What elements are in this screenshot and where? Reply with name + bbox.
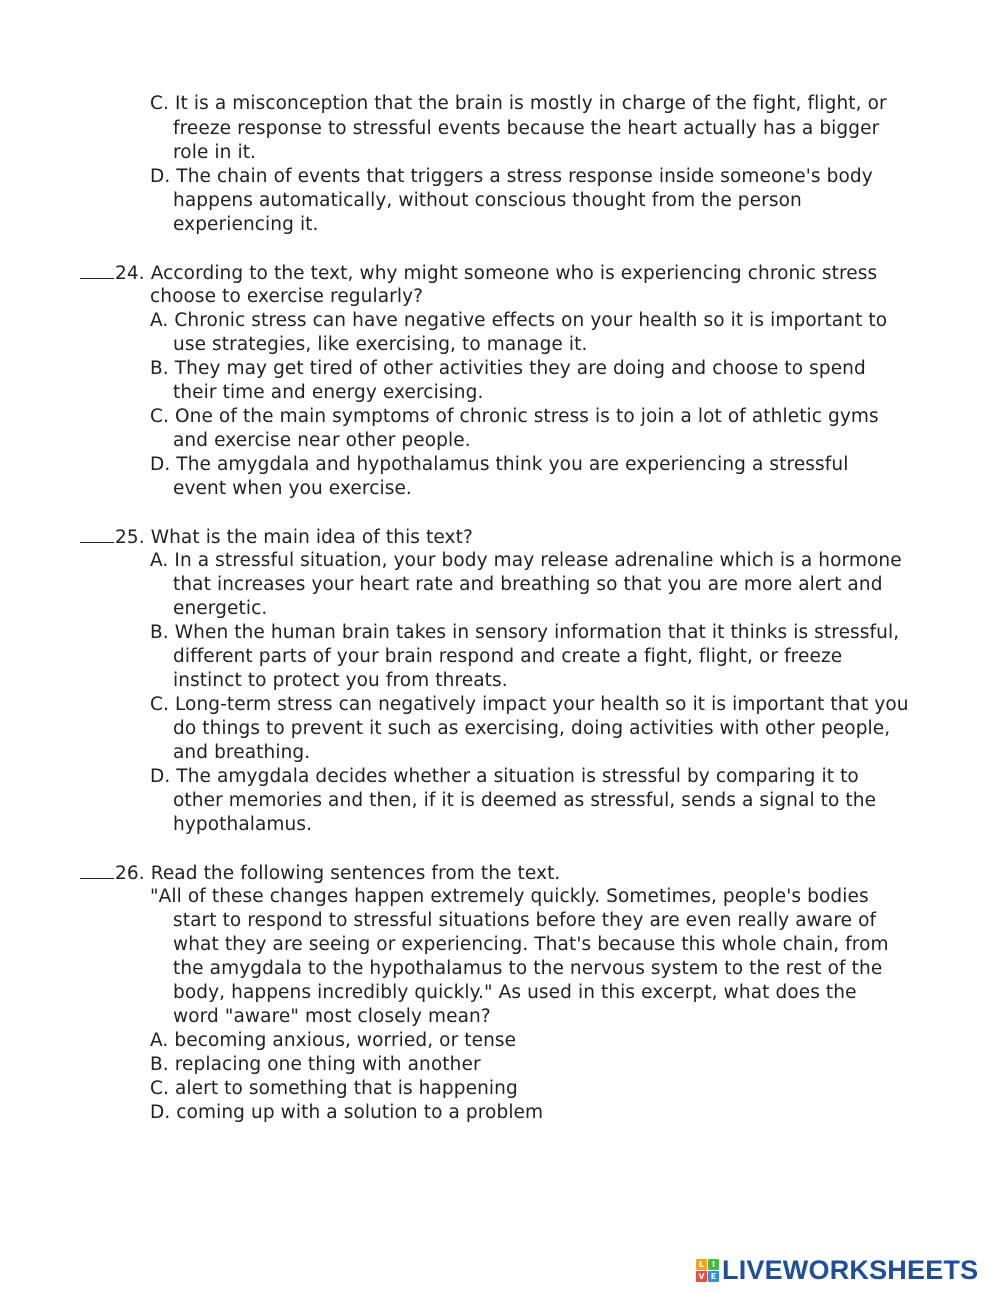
q25-option-c-line-3: and breathing. xyxy=(173,742,311,763)
q23-option-d-line-2: happens automatically, without conscious thought from the person xyxy=(173,190,802,211)
question-24-text-line-2: choose to exercise regularly? xyxy=(150,286,424,307)
q25-option-b-line-2: different parts of your brain respond and create a fight, flight, or freeze xyxy=(173,646,843,667)
q26-option-d: D. coming up with a solution to a problem xyxy=(150,1102,544,1123)
q24-option-c-line-1: C. One of the main symptoms of chronic stress is to join a lot of athletic gyms xyxy=(150,406,879,427)
q24-option-b-line-2: their time and energy exercising. xyxy=(173,382,484,403)
answer-blank-24[interactable] xyxy=(80,261,114,279)
q24-option-a-line-1: A. Chronic stress can have negative effects on your health so it is important to xyxy=(150,310,888,331)
question-25 xyxy=(80,525,473,550)
logo-block-i: I xyxy=(708,1259,719,1270)
q24-option-b-line-1: B. They may get tired of other activities they are doing and choose to spend xyxy=(150,358,866,379)
answer-blank-26[interactable] xyxy=(80,861,114,879)
q25-option-d-line-3: hypothalamus. xyxy=(173,814,313,835)
q26-excerpt-line-1: "All of these changes happen extremely quickly. Sometimes, people's bodies xyxy=(150,886,869,907)
q24-option-c-line-2: and exercise near other people. xyxy=(173,430,471,451)
q25-option-b-line-3: instinct to protect you from threats. xyxy=(173,670,508,691)
q26-excerpt-line-3: what they are seeing or experiencing. That's because this whole chain, from xyxy=(173,934,889,955)
logo-text: LIVEWORKSHEETS xyxy=(722,1254,979,1285)
q24-option-d-line-2: event when you exercise. xyxy=(173,478,412,499)
q25-option-d-line-2: other memories and then, if it is deemed as stressful, sends a signal to the xyxy=(173,790,877,811)
q26-option-c: C. alert to something that is happening xyxy=(150,1078,518,1099)
q23-option-d-line-1: D. The chain of events that triggers a stress response inside someone's body xyxy=(150,166,873,187)
answer-blank-25[interactable] xyxy=(80,525,114,543)
question-24-text-line-1: 24. According to the text, why might someone who is experiencing chronic stress xyxy=(115,263,878,284)
q23-option-c-line-1: C. It is a misconception that the brain is mostly in charge of the fight, flight, or xyxy=(150,93,887,114)
q24-option-a-line-2: use strategies, like exercising, to manage it. xyxy=(173,334,588,355)
q26-excerpt-line-4: the amygdala to the hypothalamus to the nervous system to the rest of the xyxy=(173,958,883,979)
q25-option-b-line-1: B. When the human brain takes in sensory information that it thinks is stressful, xyxy=(150,622,900,643)
q25-option-a-line-2: that increases your heart rate and breathing so that you are more alert and xyxy=(173,574,883,595)
q23-option-d-line-3: experiencing it. xyxy=(173,214,319,235)
q25-option-c-line-1: C. Long-term stress can negatively impact your health so it is important that you xyxy=(150,694,909,715)
logo-blocks-icon xyxy=(696,1259,719,1282)
liveworksheets-logo xyxy=(696,1253,978,1287)
logo-block-v: V xyxy=(696,1271,707,1282)
q23-option-c-line-3: role in it. xyxy=(173,142,257,163)
question-24 xyxy=(80,261,877,286)
q26-excerpt-line-6: word "aware" most closely mean? xyxy=(173,1006,491,1027)
q25-option-a-line-3: energetic. xyxy=(173,598,268,619)
logo-block-l: L xyxy=(696,1259,707,1270)
q26-option-a: A. becoming anxious, worried, or tense xyxy=(150,1030,517,1051)
question-25-text: 25. What is the main idea of this text? xyxy=(115,527,473,548)
question-26 xyxy=(80,861,560,886)
q25-option-c-line-2: do things to prevent it such as exercising, doing activities with other people, xyxy=(173,718,891,739)
question-26-text: 26. Read the following sentences from the text. xyxy=(115,863,561,884)
q26-excerpt-line-2: start to respond to stressful situations before they are even really aware of xyxy=(173,910,877,931)
q23-option-c-line-2: freeze response to stressful events because the heart actually has a bigger xyxy=(173,118,880,139)
q26-option-b: B. replacing one thing with another xyxy=(150,1054,481,1075)
q26-excerpt-line-5: body, happens incredibly quickly." As used in this excerpt, what does the xyxy=(173,982,857,1003)
logo-block-e: E xyxy=(708,1271,719,1282)
q24-option-d-line-1: D. The amygdala and hypothalamus think you are experiencing a stressful xyxy=(150,454,849,475)
q25-option-a-line-1: A. In a stressful situation, your body may release adrenaline which is a hormone xyxy=(150,550,902,571)
q25-option-d-line-1: D. The amygdala decides whether a situation is stressful by comparing it to xyxy=(150,766,859,787)
